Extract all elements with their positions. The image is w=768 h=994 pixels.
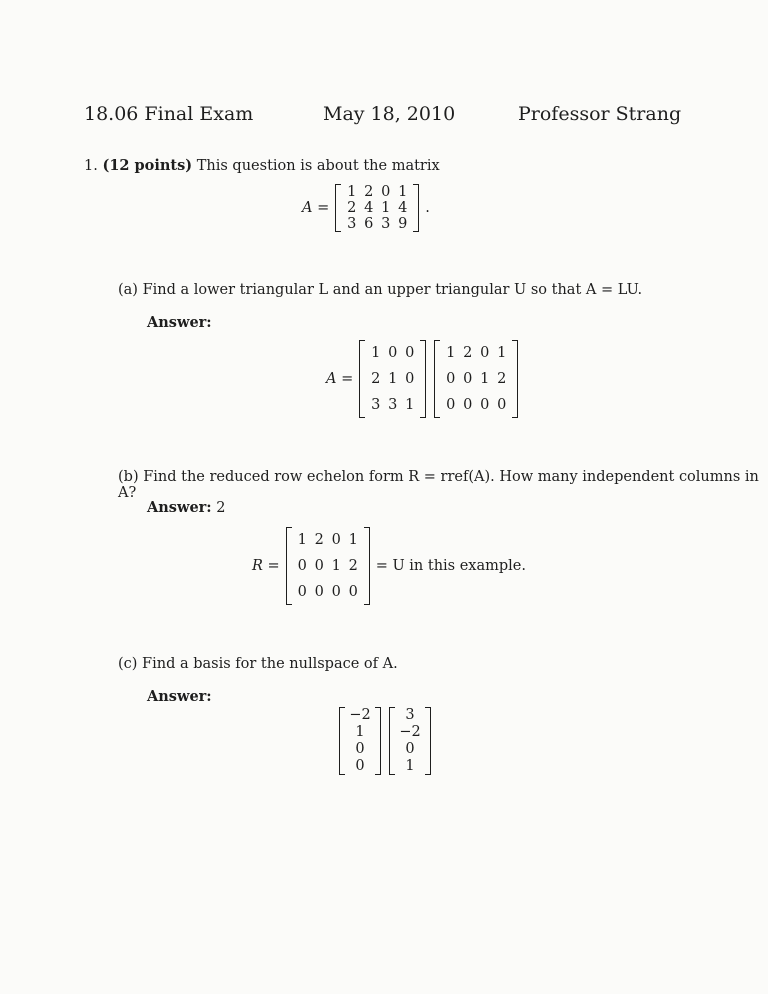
matrix-entry: 1 — [347, 184, 357, 200]
matrix-entry: 0 — [463, 397, 473, 413]
matrix-a-period: . — [425, 200, 430, 216]
part-c-answer-label: Answer: — [147, 688, 212, 705]
matrix-entry: 3 — [347, 216, 357, 232]
matrix-entry: 0 — [463, 371, 473, 387]
matrix-entry: 3 — [371, 397, 381, 413]
matrix-entry: 1 — [497, 345, 507, 361]
matrix-entry: 0 — [314, 558, 324, 574]
part-a-question — [118, 282, 642, 298]
matrix-entry: 0 — [297, 558, 307, 574]
matrix-entry: 0 — [405, 345, 415, 361]
part-b-answer-label: Answer: — [147, 499, 212, 516]
matrix-entry: 1 — [480, 371, 490, 387]
matrix-entry: 1 — [446, 345, 456, 361]
matrix-entry: 0 — [446, 371, 456, 387]
matrix-entry: 0 — [331, 584, 341, 600]
matrix-entry: 0 — [480, 345, 490, 361]
part-c-question — [118, 656, 398, 672]
rref-equation — [252, 527, 526, 605]
matrix-l — [359, 340, 426, 418]
matrix-entry: 2 — [347, 200, 357, 216]
question-text: This question is about the matrix — [196, 158, 440, 174]
matrix-entry: 4 — [364, 200, 374, 216]
exam-date: May 18, 2010 — [323, 103, 456, 125]
nullspace-vector-1 — [339, 707, 381, 775]
rref-trailer: = U in this example. — [375, 558, 526, 574]
matrix-entry: 0 — [388, 345, 398, 361]
part-a-text: Find a lower triangular L and an upper triangular U so that A = LU. — [142, 282, 643, 298]
matrix-entry: 3 — [405, 707, 415, 723]
matrix-a — [335, 184, 419, 232]
rref-lhs: R = — [252, 558, 280, 574]
matrix-u — [434, 340, 518, 418]
professor-name: Professor Strang — [518, 103, 682, 125]
matrix-entry: 0 — [446, 397, 456, 413]
part-a-answer-label: Answer: — [147, 314, 212, 331]
matrix-entry: 2 — [314, 532, 324, 548]
part-a-label: (a) — [118, 282, 138, 298]
matrix-entry: 2 — [463, 345, 473, 361]
question-number: 1. — [84, 158, 98, 174]
matrix-entry: 1 — [405, 758, 415, 774]
matrix-entry: 1 — [388, 371, 398, 387]
part-c-label: (c) — [118, 656, 138, 672]
matrix-entry: 1 — [381, 200, 391, 216]
matrix-entry: 0 — [381, 184, 391, 200]
matrix-entry: 1 — [398, 184, 408, 200]
matrix-entry: 0 — [405, 371, 415, 387]
question-points: (12 points) — [102, 157, 193, 174]
matrix-entry: 1 — [331, 558, 341, 574]
matrix-entry: 0 — [348, 584, 358, 600]
matrix-entry: −2 — [399, 724, 421, 740]
part-c-text: Find a basis for the nullspace of A. — [142, 656, 398, 672]
matrix-entry: 3 — [381, 216, 391, 232]
matrix-entry: 2 — [364, 184, 374, 200]
question-1-intro — [84, 157, 440, 174]
matrix-entry: 1 — [355, 724, 365, 740]
nullspace-basis — [339, 707, 431, 775]
matrix-entry: −2 — [349, 707, 371, 723]
matrix-entry: 3 — [388, 397, 398, 413]
matrix-entry: 0 — [355, 741, 365, 757]
lu-factorization — [326, 340, 518, 418]
matrix-entry: 1 — [405, 397, 415, 413]
part-b-question — [118, 469, 768, 501]
exam-title: 18.06 Final Exam — [84, 103, 254, 125]
matrix-entry: 2 — [497, 371, 507, 387]
matrix-a-lhs: A = — [302, 200, 330, 216]
part-b-answer-value: 2 — [216, 500, 226, 516]
matrix-entry: 0 — [480, 397, 490, 413]
matrix-a-equation — [302, 184, 430, 232]
matrix-entry: 1 — [297, 532, 307, 548]
part-b-answer — [147, 499, 226, 516]
matrix-r — [286, 527, 370, 605]
matrix-entry: 0 — [314, 584, 324, 600]
matrix-entry: 0 — [331, 532, 341, 548]
matrix-entry: 0 — [355, 758, 365, 774]
nullspace-vector-2 — [389, 707, 431, 775]
matrix-entry: 1 — [371, 345, 381, 361]
matrix-entry: 0 — [497, 397, 507, 413]
matrix-entry: 6 — [364, 216, 374, 232]
matrix-entry: 0 — [405, 741, 415, 757]
matrix-entry: 1 — [348, 532, 358, 548]
matrix-entry: 2 — [371, 371, 381, 387]
matrix-entry: 9 — [398, 216, 408, 232]
matrix-entry: 2 — [348, 558, 358, 574]
matrix-entry: 0 — [297, 584, 307, 600]
part-b-text: Find the reduced row echelon form R = rref(A). How many independent columns in A? — [118, 469, 759, 501]
lu-lhs: A = — [326, 371, 354, 387]
part-b-label: (b) — [118, 469, 139, 485]
matrix-entry: 4 — [398, 200, 408, 216]
